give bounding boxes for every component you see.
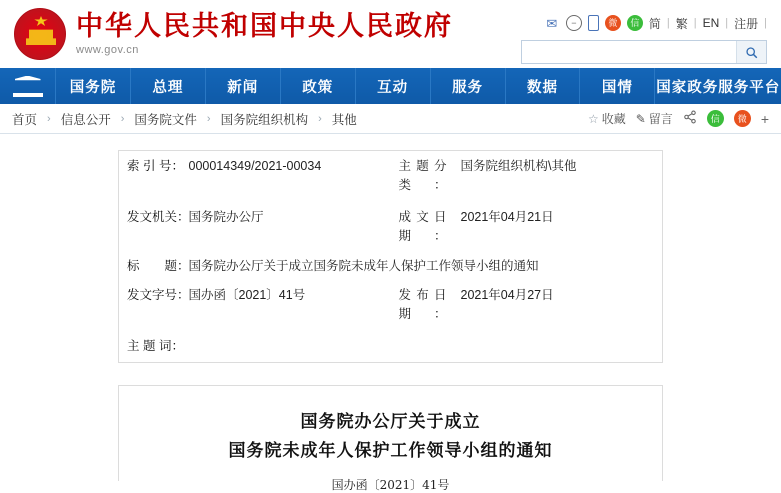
star-icon: ☆ (587, 111, 599, 126)
date-label: 成文日期： (398, 209, 447, 244)
separator: | (693, 17, 697, 29)
table-row (119, 280, 663, 331)
lang-traditional-link[interactable]: 繁 (675, 16, 688, 31)
search-button[interactable] (736, 41, 766, 63)
nav-item-service-platform[interactable]: 国家政务服务平台 (656, 79, 781, 96)
doc-title-label: 标 题： (127, 258, 190, 273)
nav-item-guoqing[interactable]: 国情 (580, 68, 655, 104)
site-header (0, 0, 781, 68)
header-icon-row (521, 14, 767, 32)
topic-label: 主题分类： (398, 159, 447, 193)
publish-label: 发布日期： (398, 287, 447, 322)
docno-value: 国办函〔2021〕41号 (188, 287, 306, 302)
site-identity (76, 12, 453, 57)
date-value: 2021年04月21日 (460, 209, 554, 224)
breadcrumb-item-home[interactable]: 首页 (12, 112, 38, 127)
issuer-label: 发文机关： (127, 209, 190, 224)
docno-label: 发文字号： (127, 287, 190, 302)
index-label: 索 引 号： (127, 159, 184, 173)
keyword-label: 主 题 词： (127, 338, 184, 353)
weibo-icon[interactable]: 微 (734, 110, 751, 127)
breadcrumb-separator: › (47, 112, 51, 125)
favorite-button[interactable] (588, 110, 626, 127)
nav-item-hudong[interactable]: 互动 (356, 68, 431, 104)
header-utility-area (521, 14, 767, 64)
keyword-value (181, 331, 663, 363)
wechat-icon[interactable]: 信 (627, 15, 643, 31)
breadcrumb-item-state-council-docs[interactable]: 国务院文件 (134, 112, 197, 127)
pencil-icon: ✎ (635, 111, 646, 126)
search-box[interactable] (521, 40, 767, 64)
nav-item-zongli[interactable]: 总理 (131, 68, 206, 104)
plus-icon[interactable]: + (760, 110, 769, 127)
document-heading-line1: 国务院办公厅关于成立 (300, 412, 481, 432)
table-row (119, 331, 663, 363)
nav-item-xinwen[interactable]: 新闻 (206, 68, 281, 104)
search-input[interactable] (522, 41, 736, 63)
document-meta-table (118, 150, 663, 363)
breadcrumb-separator: › (206, 112, 211, 125)
document-number: 国办函〔2021〕41号 (331, 477, 450, 492)
site-url: www.gov.cn (76, 44, 139, 57)
table-row (119, 151, 663, 202)
publish-value: 2021年04月27日 (460, 287, 554, 302)
breadcrumb-item-info-disclosure[interactable]: 信息公开 (60, 112, 111, 127)
message-button[interactable] (636, 110, 673, 127)
mobile-icon[interactable] (588, 15, 599, 31)
gov-building-icon[interactable] (0, 68, 56, 104)
doc-title-value: 国务院办公厅关于成立国务院未成年人保护工作领导小组的通知 (188, 258, 539, 273)
share-icon[interactable] (683, 110, 697, 127)
nav-item-zhengce[interactable]: 政策 (281, 68, 356, 104)
index-value: 000014349/2021-00034 (188, 159, 322, 173)
separator: | (666, 17, 670, 29)
weibo-icon[interactable]: 微 (605, 15, 621, 31)
main-navigation (0, 68, 781, 104)
topic-value: 国务院组织机构\其他 (460, 159, 577, 173)
breadcrumb-item-organization[interactable]: 国务院组织机构 (220, 112, 309, 127)
separator: | (764, 17, 767, 29)
favorite-label: 收藏 (601, 112, 626, 126)
wechat-icon[interactable]: 信 (707, 110, 724, 127)
table-row (119, 202, 663, 253)
lang-simplified-link[interactable]: 简 (648, 16, 661, 31)
national-emblem (14, 8, 66, 60)
breadcrumb-tools (588, 110, 769, 127)
issuer-value: 国务院办公厅 (188, 209, 264, 224)
breadcrumb (0, 104, 781, 134)
breadcrumb-separator: › (120, 112, 125, 125)
document-area (0, 134, 781, 492)
register-link[interactable]: 注册 (734, 16, 759, 31)
nav-item-guowuyuan[interactable]: 国务院 (56, 68, 131, 104)
mail-icon[interactable]: ✉ (546, 15, 558, 31)
document-heading-line2: 国务院未成年人保护工作领导小组的通知 (228, 440, 553, 461)
lang-english-link[interactable]: EN (702, 16, 720, 30)
minus-circle-icon[interactable]: − (566, 15, 582, 31)
table-row (119, 253, 663, 280)
message-label: 留言 (648, 112, 673, 126)
search-icon (745, 46, 758, 59)
page-title: 中华人民共和国中央人民政府 (76, 10, 453, 42)
separator: | (725, 17, 729, 29)
nav-item-shuju[interactable]: 数据 (506, 68, 581, 104)
breadcrumb-separator: › (318, 112, 322, 125)
breadcrumb-item-other[interactable]: 其他 (331, 112, 357, 127)
document-body (118, 385, 663, 492)
nav-item-fuwu[interactable]: 服务 (431, 68, 506, 104)
